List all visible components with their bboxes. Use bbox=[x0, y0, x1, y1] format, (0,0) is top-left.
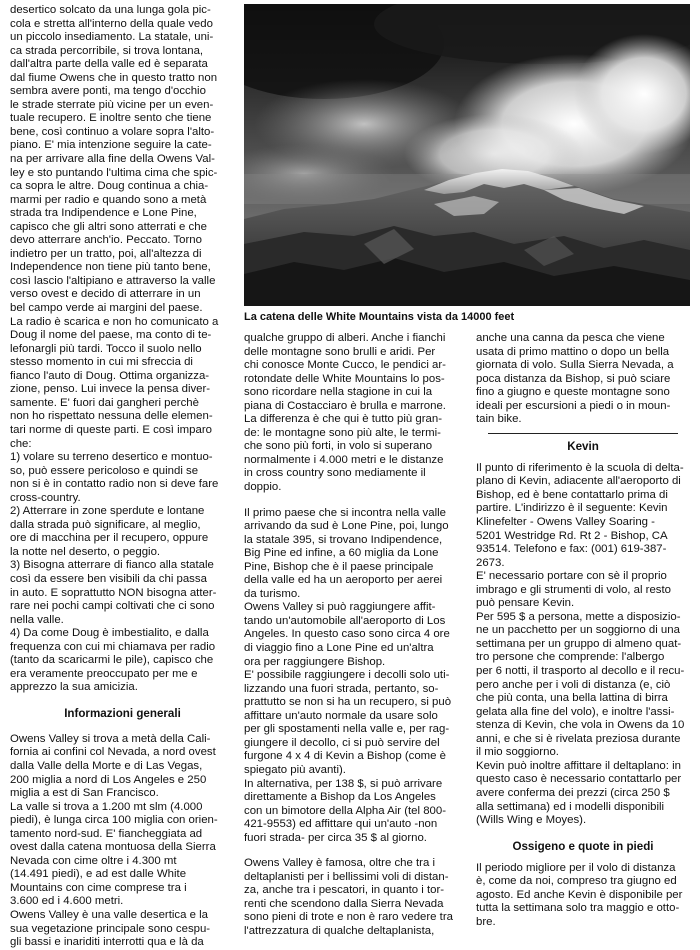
paragraph: Per 595 $ a persona, mette a disposizio- ne un pacchetto per un soggiorno di una settimana per un gruppo di almeno quat- tro persone che comprende: l'albergo per 6 notti, il trasporto al decollo e il recu- pero anche per i voli di distanza (e, ciò che più conta, una bella lattina di birra gelata alla fine del volo), e inoltre l'assi- stenza di Kevin, che vola in Owens da 10 anni, e che si è rivelata preziosa durante il mio soggiorno. bbox=[476, 610, 685, 759]
paragraph: In alternativa, per 138 $, si può arrivare direttamente a Bishop da Los Angeles con un bimotore della Alpha Air (tel 800- 421-9553) ed affittare qui un'auto -non fuori strada- per circa 35 $ al giorno. bbox=[244, 777, 446, 844]
paragraph: E' possibile raggiungere i decolli solo uti- lizzando una fuori strada, pertanto, so- prattutto se non si ha un recupero, si può affittare un'auto normale da usare solo per gli spostamenti nella valle e, per rag- giungere il decollo, ci si può servire del furgone 4 x 4 di Kevin a Bishop (come è spiegato più avanti). bbox=[244, 669, 452, 776]
paragraph: desertico solcato da una lunga gola pic- cola e stretta all'interno della quale vedo un piccolo insediamento. La statale, uni- ca strada percorribile, si trova lontana, dall'altra parte della valle ed è separata dal fiume Owens che in questo tratto non sembra avere ponti, ma tengo d'occhio le strade sterrate più vicine per un even- tuale recupero. E inoltre sento che tiene bene, così continuo a volare sopra l'alto- piano. E' mia intenzione seguire la cate- na per arrivare alla fine della Owens Val- ley e sto puntando l'ultima cima che spic- ca sopra le altre. Doug continua a chia- marmi per radio e quando sono a metà strada tra Indipendence e Lone Pine, capisco che gli altri sono atterrati e che devo atterrare anch'io. Peccato. Torno indietro per un tratto, poi, all'altezza di Independence non tiene più tanto bene, così lascio l'altipiano e attraverso la valle verso ovest e decido di atterrare in un bel campo verde ai margini del paese. bbox=[10, 4, 218, 315]
paragraph: Kevin può inoltre affittare il deltaplano: in questo caso è necessario contattarlo per avere conferma dei prezzi (circa 250 $ alla settimana) ed i modelli disponibili (Wills Wing e Moyes). bbox=[476, 759, 682, 827]
paragraph: qualche gruppo di alberi. Anche i fianchi delle montagne sono brulli e aridi. Per chi conosce Monte Cucco, le pendici ar- rotondate delle White Mountains lo pos- sono ricordare nella stagione in cui la piana di Costacciaro è brulla e marrone. La differenza è che qui è tutto più gran- de: le montagne sono più alte, le termi- che sono più forti, in volo si superano normalmente i 4.000 metri e le distanze in cross country sono mediamente il doppio. bbox=[244, 332, 446, 494]
paragraph: Owens Valley si può raggiungere affit- tando un'automobile all'aeroporto di Los Angeles. In questo caso sono circa 4 ore di viaggio fino a Lone Pine ed un'altra ora per raggiungere Bishop. bbox=[244, 601, 450, 668]
section-heading-informazioni: Informazioni generali bbox=[64, 706, 181, 720]
paragraph: Il primo paese che si incontra nella valle arrivando da sud è Lone Pine, poi, lungo la statale 395, si trovano Indipendence, Big Pine ed infine, a 60 miglia da Lone Pine, Bishop che è il paese principale della valle ed ha un aeroporto per aerei da turismo. bbox=[244, 506, 449, 600]
article-column-2 bbox=[244, 332, 466, 939]
section-heading-kevin: Kevin bbox=[567, 439, 599, 453]
paragraph: Owens Valley si trova a metà della Cali- fornia ai confini col Nevada, a nord ovest dalla Valle della Morte e di Las Vegas, 200 miglia a nord di Los Angeles e 250 miglia a est di San Francisco. bbox=[10, 732, 216, 800]
paragraph: anche una canna da pesca che viene usata di primo mattino o dopo un bella giornata di volo. Sulla Sierra Nevada, a poca distanza da Bishop, si può sciare fino a giugno e queste montagne sono ideali per escursioni a piedi o in moun- tain bike. bbox=[476, 332, 674, 426]
section-heading-ossigeno: Ossigeno e quote in piedi bbox=[512, 839, 654, 853]
photo-caption: La catena delle White Mountains vista da 14000 feet bbox=[244, 311, 515, 323]
paragraph: 2) Atterrare in zone sperdute e lontane dalla strada può significare, al meglio, ore di macchina per il recupero, oppure la notte nel deserto, o peggio. bbox=[10, 505, 209, 558]
paragraph: Il periodo migliore per il volo di distanza è, come da noi, compreso tra giugno ed agosto. Ed anche Kevin è disponibile per tutta la settimana solo tra maggio e otto- bre. bbox=[476, 861, 683, 928]
paragraph: Il punto di riferimento è la scuola di delta- plano di Kevin, adiacente all'aeroporto di Bishop, ed è bene contattarlo prima di partire. L'indirizzo è il seguente: Kevin Klinefelter - Owens Valley Soaring - 5201 Westridge Rd. Rt 2 - Bishop, CA 93514. Telefono e fax: (001) 619-387- 2673. bbox=[476, 461, 684, 569]
paragraph: 4) Da come Doug è imbestialito, e dalla frequenza con cui mi chiamava per radio (tanto da scaricarmi le pile), capisco che era veramente preoccupato per me e apprezzo la sua amicizia. bbox=[10, 627, 216, 694]
paragraph: Owens Valley è una valle desertica e la sua vegetazione principale sono cespu- gli bassi e inariditi interrotti qua e là da bbox=[10, 909, 211, 949]
paragraph: E' necessario portare con sè il proprio imbrago e gli strumenti di volo, al resto può pensare Kevin. bbox=[476, 570, 671, 610]
divider bbox=[488, 433, 678, 434]
paragraph: La radio è scarica e non ho comunicato a Doug il nome del paese, ma conto di te- lefonargli più tardi. Tocco il suolo nello stesso momento in cui mi sfreccia di fianco l'auto di Doug. Ottima organizza- zione, penso. Lui invece la pensa diver- samente. E' fuori dai gangheri perchè non ho rispettato nessuna delle elemen- tari norme di queste parti. E così imparo che: bbox=[10, 315, 219, 450]
article-column-3 bbox=[476, 332, 690, 929]
paragraph: Owens Valley è famosa, oltre che tra i deltaplanisti per i bellissimi voli di distan- za, anche tra i pescatori, in quanto i tor- renti che scendono dalla Sierra Nevada sono pieni di trote e non è raro vedere tra l'attrezzatura di qualche deltaplanista, bbox=[244, 857, 453, 937]
paragraph: 3) Bisogna atterrare di fianco alla statale così da essere ben visibili da chi passa in auto. E soprattutto NON bisogna atter- rare nei pochi campi coltivati che ci sono nella valle. bbox=[10, 559, 217, 626]
mountain-photo bbox=[244, 4, 690, 306]
paragraph: 1) volare su terreno desertico e montuo- so, può essere pericoloso e quindi se non si è in contatto radio non si deve fare cross-country. bbox=[10, 451, 219, 504]
article-column-1 bbox=[10, 4, 235, 950]
paragraph: La valle si trova a 1.200 mt slm (4.000 piedi), è lunga circa 100 miglia con orien- tamento nord-sud. E' fiancheggiata ad ovest dalla catena montuosa della Sierra Nevada con cime oltre i 4.300 mt (14.491 piedi), e ad est dalle White Mountains con cime comprese tra i 3.600 ed i 4.600 metri. bbox=[10, 800, 218, 908]
